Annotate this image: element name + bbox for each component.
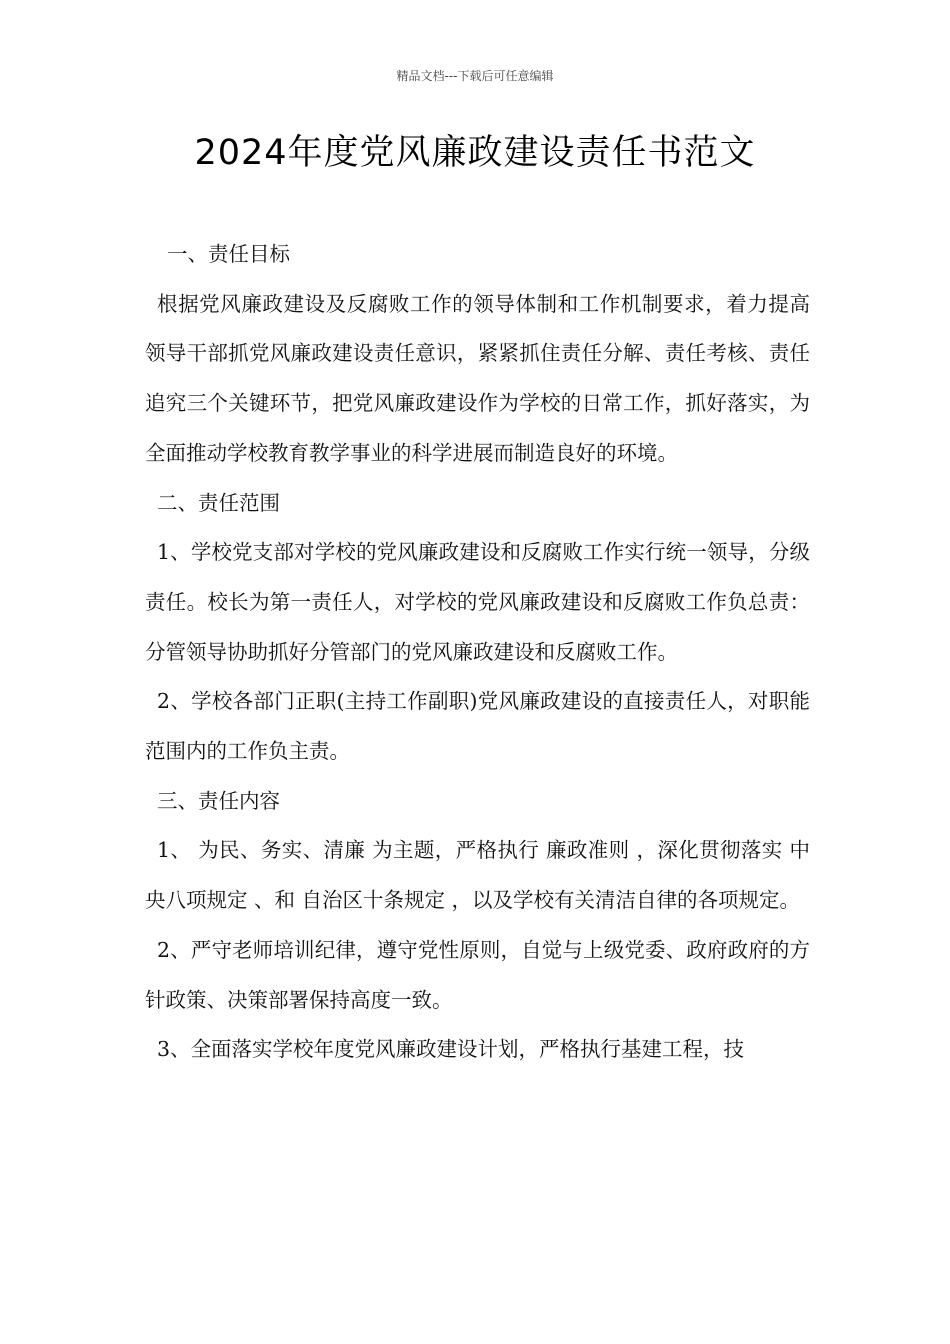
section-heading-responsibility-content: 三、责任内容 [157,788,280,813]
document-body [145,230,810,1075]
paragraph-goal: 根据党风廉政建设及反腐败工作的领导体制和工作机制要求，着力提高领导干部抓党风廉政建设责任意识，紧紧抓住责任分解、责任考核、责任追究三个关键环节，把党风廉政建设作为学校的日常工作，抓好落实，为全面推动学校教育教学事业的科学进展而制造良好的环境。 [145,291,810,465]
section-heading-responsibility-goal: 一、责任目标 [167,242,290,266]
header-note: 精品文档---下载后可任意编辑 [396,69,554,83]
section-heading-responsibility-scope: 二、责任范围 [157,490,280,515]
paragraph-scope-1: 1、学校党支部对学校的党风廉政建设和反腐败工作实行统一领导，分级责任。校长为第一责任人，对学校的党风廉政建设和反腐败工作负总责：分管领导协助抓好分管部门的党风廉政建设和反腐败工作。 [145,540,810,664]
paragraph-content-2: 2、严守老师培训纪律，遵守党性原则，自觉与上级党委、政府政府的方针政策、决策部署保持高度一致。 [145,937,810,1012]
paragraph-content-3: 3、全面落实学校年度党风廉政建设计划，严格执行基建工程，技 [157,1037,745,1062]
paragraph-content-1: 1、 为民、务实、清廉 为主题，严格执行 廉政准则 ，深化贯彻落实 中央八项规定 、和 自治区十条规定 ，以及学校有关清洁自律的各项规定。 [145,838,810,913]
document-title: 2024年度党风廉政建设责任书范文 [194,133,756,173]
paragraph-scope-2: 2、学校各部门正职(主持工作副职)党风廉政建设的直接责任人，对职能范围内的工作负主责。 [145,689,810,764]
